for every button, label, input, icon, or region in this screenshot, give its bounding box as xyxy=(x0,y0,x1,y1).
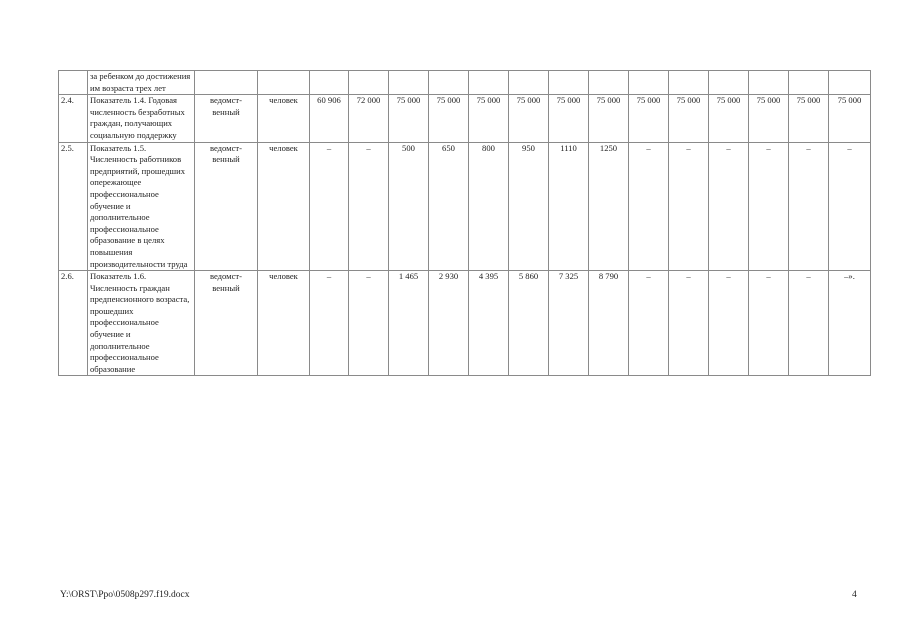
year-value-cell: – xyxy=(629,142,669,271)
year-value-cell: – xyxy=(749,271,789,376)
year-value-cell: 75 000 xyxy=(549,95,589,142)
year-value-cell xyxy=(549,71,589,95)
year-value-cell: – xyxy=(749,142,789,271)
year-value-cell: –». xyxy=(829,271,871,376)
year-value-cell xyxy=(349,71,389,95)
year-value-cell xyxy=(509,71,549,95)
indicator-name-cell: Показатель 1.5. Численность работников предприятий, прошедших опережающее профессиональное обучение и дополнительное профессиональное образование в целях повышения производительности труда xyxy=(88,142,195,271)
indicator-name-cell: Показатель 1.6. Численность граждан предпенсионного возраста, прошедших профессиональное обучение и дополнительное профессиональное образование xyxy=(88,271,195,376)
year-value-cell: 2 930 xyxy=(429,271,469,376)
row-number-cell: 2.5. xyxy=(59,142,88,271)
indicator-name-cell: за ребенком до достижения им возраста трех лет xyxy=(88,71,195,95)
year-value-cell: – xyxy=(669,142,709,271)
year-value-cell xyxy=(389,71,429,95)
year-value-cell: – xyxy=(789,271,829,376)
year-value-cell xyxy=(310,71,349,95)
year-value-cell: 5 860 xyxy=(509,271,549,376)
year-value-cell: – xyxy=(789,142,829,271)
indicators-table xyxy=(58,70,871,376)
unit-cell: человек xyxy=(258,271,310,376)
year-value-cell: 75 000 xyxy=(589,95,629,142)
year-value-cell: 75 000 xyxy=(629,95,669,142)
year-value-cell: 950 xyxy=(509,142,549,271)
data-source-cell: ведомст-венный xyxy=(195,95,258,142)
year-value-cell: 75 000 xyxy=(429,95,469,142)
year-value-cell: 1 465 xyxy=(389,271,429,376)
data-source-cell xyxy=(195,71,258,95)
year-value-cell xyxy=(669,71,709,95)
table-row xyxy=(59,71,871,95)
year-value-cell xyxy=(429,71,469,95)
year-value-cell: – xyxy=(829,142,871,271)
year-value-cell xyxy=(829,71,871,95)
year-value-cell: 7 325 xyxy=(549,271,589,376)
year-value-cell: 75 000 xyxy=(509,95,549,142)
year-value-cell xyxy=(749,71,789,95)
year-value-cell: 1110 xyxy=(549,142,589,271)
table-row xyxy=(59,95,871,142)
indicator-name-cell: Показатель 1.4. Годовая численность безработных граждан, получающих социальную поддержку xyxy=(88,95,195,142)
year-value-cell xyxy=(589,71,629,95)
year-value-cell: 75 000 xyxy=(389,95,429,142)
year-value-cell: – xyxy=(669,271,709,376)
year-value-cell xyxy=(629,71,669,95)
year-value-cell: 75 000 xyxy=(789,95,829,142)
year-value-cell: 500 xyxy=(389,142,429,271)
year-value-cell: – xyxy=(310,271,349,376)
year-value-cell xyxy=(469,71,509,95)
year-value-cell: – xyxy=(709,142,749,271)
year-value-cell: 800 xyxy=(469,142,509,271)
table-row xyxy=(59,142,871,271)
unit-cell: человек xyxy=(258,142,310,271)
year-value-cell xyxy=(709,71,749,95)
data-source-cell: ведомст-венный xyxy=(195,142,258,271)
unit-cell xyxy=(258,71,310,95)
year-value-cell xyxy=(789,71,829,95)
year-value-cell: – xyxy=(310,142,349,271)
footer-page-number: 4 xyxy=(852,590,857,600)
year-value-cell: 650 xyxy=(429,142,469,271)
row-number-cell xyxy=(59,71,88,95)
data-source-cell: ведомст-венный xyxy=(195,271,258,376)
table-row xyxy=(59,271,871,376)
year-value-cell: – xyxy=(709,271,749,376)
year-value-cell: 60 906 xyxy=(310,95,349,142)
year-value-cell: 75 000 xyxy=(709,95,749,142)
year-value-cell: 75 000 xyxy=(469,95,509,142)
year-value-cell: – xyxy=(349,142,389,271)
year-value-cell: 75 000 xyxy=(669,95,709,142)
year-value-cell: – xyxy=(349,271,389,376)
year-value-cell: 75 000 xyxy=(749,95,789,142)
year-value-cell: 4 395 xyxy=(469,271,509,376)
year-value-cell: 8 790 xyxy=(589,271,629,376)
year-value-cell: 72 000 xyxy=(349,95,389,142)
year-value-cell: – xyxy=(629,271,669,376)
unit-cell: человек xyxy=(258,95,310,142)
year-value-cell: 75 000 xyxy=(829,95,871,142)
year-value-cell: 1250 xyxy=(589,142,629,271)
footer-file-path: Y:\ORST\Ppo\0508p297.f19.docx xyxy=(60,590,190,600)
row-number-cell: 2.6. xyxy=(59,271,88,376)
row-number-cell: 2.4. xyxy=(59,95,88,142)
